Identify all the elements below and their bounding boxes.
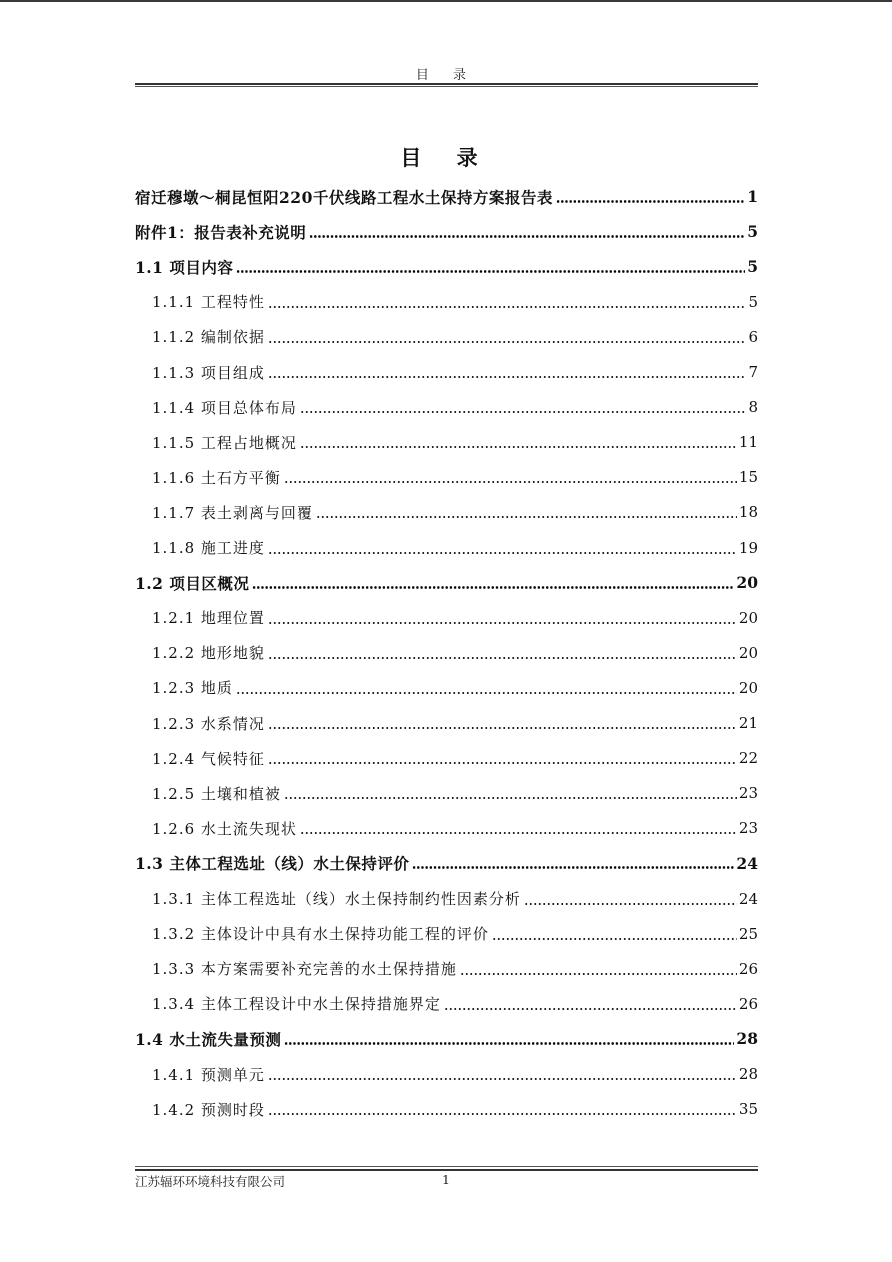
toc-entry-label: 1.4 水土流失量预测 (135, 1029, 282, 1049)
footer-page-number: 1 (442, 1172, 450, 1187)
toc-dot-leader (282, 467, 738, 487)
toc-dot-leader (266, 713, 738, 733)
toc-dot-leader (458, 959, 738, 979)
toc-entry-page: 20 (738, 678, 758, 697)
toc-entry-label: 1.4.2 预测时段 (152, 1100, 265, 1119)
toc-entry-page: 24 (736, 853, 758, 873)
toc-entry-label: 1.1.7 表土剥离与回覆 (152, 503, 313, 522)
toc-entry-label: 1.3.3 本方案需要补充完善的水土保持措施 (152, 960, 457, 979)
toc-entry-label: 1.1.5 工程占地概况 (152, 433, 297, 452)
toc-entry[interactable] (135, 776, 758, 811)
toc-dot-leader (266, 362, 748, 382)
toc-dot-leader (266, 748, 738, 768)
toc-entry-page: 18 (738, 503, 758, 522)
toc-entry-page: 6 (748, 327, 758, 346)
toc-dot-leader (522, 889, 738, 909)
toc-entry-label: 1.3.2 主体设计中具有水土保持功能工程的评价 (152, 925, 489, 944)
toc-dot-leader (234, 678, 738, 698)
toc-entry-label: 1.3.4 主体工程设计中水土保持措施界定 (152, 995, 441, 1014)
toc-entry-page: 23 (738, 819, 758, 838)
toc-entry-page: 15 (738, 468, 758, 487)
toc-entry-label: 1.4.1 预测单元 (152, 1065, 265, 1084)
toc-dot-leader (266, 643, 738, 663)
toc-dot-leader (250, 573, 735, 593)
toc-entry-label: 附件1：报告表补充说明 (135, 222, 307, 242)
toc-dot-leader (442, 994, 738, 1014)
toc-entry[interactable] (135, 495, 758, 530)
toc-entry[interactable] (135, 390, 758, 425)
toc-dot-leader (266, 292, 748, 312)
toc-entry-page: 20 (738, 608, 758, 627)
toc-entry-page: 20 (736, 573, 758, 593)
toc-entry[interactable] (135, 460, 758, 495)
toc-dot-leader (298, 818, 738, 838)
toc-entry-label: 1.1.4 项目总体布局 (152, 398, 297, 417)
toc-entry[interactable] (135, 706, 758, 741)
toc-entry[interactable] (135, 916, 758, 951)
toc-entry-page: 8 (748, 398, 758, 417)
toc-entry-page: 5 (747, 222, 758, 242)
toc-entry-page: 26 (738, 959, 758, 978)
toc-entry[interactable] (135, 600, 758, 635)
toc-entry-page: 20 (738, 643, 758, 662)
toc-entry[interactable] (135, 249, 758, 284)
toc-entry[interactable] (135, 846, 758, 881)
toc-entry[interactable] (135, 214, 758, 249)
toc-entry-label: 1.1.3 项目组成 (152, 363, 265, 382)
toc-entry-label: 1.1.1 工程特性 (152, 293, 265, 312)
toc-entry[interactable] (135, 284, 758, 319)
toc-entry[interactable] (135, 1021, 758, 1056)
toc-entry-page: 5 (747, 257, 758, 277)
header-rule-thin (135, 86, 758, 87)
toc-entry-page: 24 (738, 889, 758, 908)
toc-entry-page: 19 (738, 538, 758, 557)
top-border (0, 0, 892, 2)
toc-entry-page: 11 (738, 433, 758, 452)
toc-entry-label: 1.2.1 地理位置 (152, 609, 265, 628)
toc-dot-leader (234, 257, 746, 277)
toc-entry-page: 23 (738, 784, 758, 803)
toc-dot-leader (266, 1099, 738, 1119)
toc-entry[interactable] (135, 986, 758, 1021)
toc-entry[interactable] (135, 530, 758, 565)
toc-entry[interactable] (135, 1057, 758, 1092)
toc-dot-leader (266, 608, 738, 628)
footer-company: 江苏辐环环境科技有限公司 (135, 1174, 286, 1189)
toc-entry-label: 1.2.6 水土流失现状 (152, 819, 297, 838)
toc-entry[interactable] (135, 565, 758, 600)
toc-dot-leader (298, 397, 748, 417)
toc-dot-leader (266, 1064, 738, 1084)
toc-dot-leader (266, 538, 738, 558)
toc-entry[interactable] (135, 741, 758, 776)
toc-entry-label: 1.2.5 土壤和植被 (152, 784, 281, 803)
toc-entry[interactable] (135, 1092, 758, 1127)
toc-entry-page: 22 (738, 749, 758, 768)
toc-entry[interactable] (135, 635, 758, 670)
toc-dot-leader (298, 432, 738, 452)
toc-dot-leader (282, 1029, 735, 1049)
toc-entry[interactable] (135, 811, 758, 846)
header-rule (135, 83, 758, 85)
toc-entry-label: 1.2 项目区概况 (135, 573, 250, 593)
footer-rule-thin (135, 1166, 758, 1167)
toc-entry-page: 28 (736, 1029, 758, 1049)
toc-entry-page: 21 (738, 714, 758, 732)
toc-dot-leader (314, 502, 738, 522)
toc-entry-label: 1.1.8 施工进度 (152, 539, 265, 557)
toc-entry-label: 1.1.2 编制依据 (152, 328, 265, 347)
toc-dot-leader (266, 327, 748, 347)
toc-entry[interactable] (135, 425, 758, 460)
toc-entry-label: 1.3.1 主体工程选址（线）水土保持制约性因素分析 (152, 890, 521, 908)
toc-entry-label: 1.1 项目内容 (135, 257, 234, 277)
toc-entry-label: 1.2.4 气候特征 (152, 749, 265, 768)
toc-title: 目 录 (400, 145, 492, 170)
toc-entry[interactable] (135, 670, 758, 705)
toc-entry-label: 1.1.6 土石方平衡 (152, 468, 281, 487)
footer-rule (135, 1169, 758, 1171)
page-header: 目 录 (415, 68, 477, 83)
toc-dot-leader (282, 783, 738, 803)
toc-entry[interactable] (135, 951, 758, 986)
toc-dot-leader (410, 853, 735, 873)
toc-entry-label: 1.2.3 地质 (152, 679, 233, 698)
toc-entry[interactable] (135, 881, 758, 916)
toc-dot-leader (307, 222, 746, 242)
toc-entry[interactable] (135, 179, 758, 214)
toc-entry[interactable] (135, 355, 758, 390)
toc-entry-page: 25 (738, 924, 758, 943)
toc-entry-page: 35 (738, 1100, 758, 1119)
toc-entry[interactable] (135, 319, 758, 354)
toc-entry-page: 7 (748, 363, 758, 381)
toc-entry-label: 1.2.2 地形地貌 (152, 644, 265, 663)
toc-entry-page: 1 (747, 187, 758, 206)
toc-entry-label: 宿迁穆墩～桐昆恒阳220千伏线路工程水土保持方案报告表 (135, 187, 553, 207)
toc-entry-label: 1.2.3 水系情况 (152, 714, 265, 733)
toc-entry-label: 1.3 主体工程选址（线）水土保持评价 (135, 854, 410, 874)
toc-entry-page: 28 (738, 1065, 758, 1083)
toc-entry-page: 5 (748, 292, 758, 311)
toc-entry-page: 26 (738, 994, 758, 1013)
toc-dot-leader (490, 924, 738, 944)
toc-dot-leader (554, 187, 746, 207)
